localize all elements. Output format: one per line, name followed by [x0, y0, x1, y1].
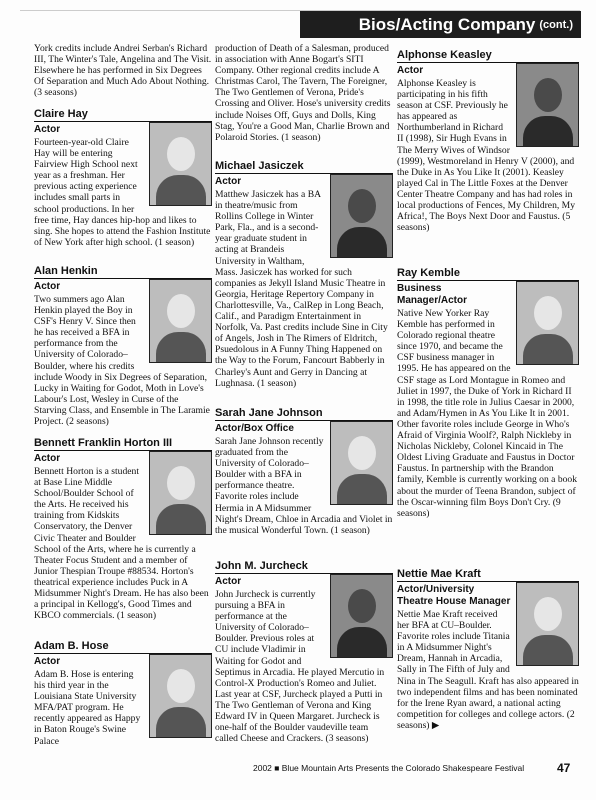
bio-name: Sarah Jane Johnson — [215, 407, 393, 421]
bio-text: Native New Yorker Ray Kemble has performed in Colorado regional theatre since 1970, and became the CSF business manager in 1995. He has appeared on the CSF stage as Lord Montague in Romeo and Juliet in 1997, the Duke of York in Richard II in 1998, the title role in Julius Caesar in 2000, and Adam/Hymen in As You Like It in 2001. Other favorite roles include George in Who's Afraid of Virginia Woolf?, Ralph Nickleby in Nicholas Nickleby, Colonel Kincaid in The Oldest Living Graduate and Faustus in Doctor Faustus. In partnership with the Brandon family, Kemble is currently working on a book about the murder of Teena Brandon, subject of the Oscar-winning film Boys Don't Cry. (9 seasons) — [397, 308, 578, 519]
continued-text: York credits include Andrei Serban's Richard III, The Winter's Tale, Angelina and The Visit. Elsewhere he has performed in Six Degrees Of Separation and Much Ado About Nothing. (3 seasons) — [34, 43, 212, 99]
bio-john-jurcheck — [215, 560, 393, 744]
bio-text: Matthew Jasiczek has a BA in theatre/music from Rollins College in Winter Park, Fla., and is a second-year graduate student in acting at Brandeis University in Waltham, Mass. Jasiczek has worked for such companies as Jekyll Island Music Theatre in Georgia, Heritage Repertory Company in Charlottesville, Va., CalRep in Long Beach, Calif., and Paradigm Entertainment in Norfolk, Va. Past credits include Sine in City of Angels, Josh in The Rimers of Eldritch, Psuedolous in A Funny Thing Happened on the Way to the Forum, Fancourt Babberly in Charley's Aunt and Gerry in Dancing at Lughnasa. (1 season) — [215, 189, 388, 389]
bio-role: Actor/Box Office — [215, 423, 294, 434]
headshot-photo — [516, 281, 579, 365]
continued-text: production of Death of a Salesman, produced in association with Anne Bogart's SITI Company. Other regional credits include A Christmas Carol, The Tavern, The Foreigner, The Two Gentlemen of Verona, Pride's Crossing and Oliver. Hose's university credits include Noises Off, Guys and Dolls, King Stag, You're a Good Man, Charlie Brown and Polaroid Stories. (1 season) — [215, 43, 391, 143]
bio-role: Actor — [34, 124, 61, 135]
bio-name: Bennett Franklin Horton III — [34, 437, 212, 451]
headshot-photo — [149, 122, 212, 206]
bio-adam-hose — [34, 640, 212, 747]
bio-role: Business Manager/Actor — [397, 283, 468, 306]
bio-text: Two summers ago Alan Henkin played the Boy in CSF's Henry V. Since then he has received a BFA in performance from the University of Colorado–Boulder, where his credits include Woody in Six Degrees of Separation, Lucky in Waiting for Godot, Moth in Love's Labour's Lost, Wesley in Curse of the Starving Class, and Ensemble in The Laramie Project. (2 seasons) — [34, 294, 210, 428]
bio-name: Adam B. Hose — [34, 640, 212, 654]
bio-role: Actor — [34, 453, 61, 464]
bio-name: Ray Kemble — [397, 267, 579, 281]
bio-bennett-horton — [34, 437, 212, 621]
bio-text: John Jurcheck is currently pursuing a BFA in performance at the University of Colorado–Boulder. Previous roles at CU include Vladimir in Waiting for Godot and Septimus in Arcadia. He played Mercutio in Control-X Production's Romeo and Juliet. Last year at CSF, Jurcheck played a Putti in The Two Gentleman of Verona and King Edward IV in Queen Margaret. Jurcheck is one-half of the Boulder vaudeville team called Cheese and Crackers. (3 seasons) — [215, 589, 385, 745]
banner-title: Bios/Acting Company — [358, 14, 536, 34]
bio-name: John M. Jurcheck — [215, 560, 393, 574]
bio-michael-jasiczek — [215, 160, 393, 389]
bio-text: Bennett Horton is a student at Base Line Middle School/Boulder School of the Arts. He received his training from Kidskits Conservatory, the Denver Civic Theater and Boulder School of the Arts, where he is currently a Theater Focus Student and a member of Junior Thespian Troupe #88534. Horton's theatrical experience includes Puck in A Midsummer Night's Dream. He has also been a principal in Kellogg's, Good Times and KBCO commercials. (1 season) — [34, 466, 209, 622]
headshot-photo — [149, 654, 212, 738]
bio-text: Sarah Jane Johnson recently graduated from the University of Colorado–Boulder with a BFA in performance theatre. Favorite roles include Hermia in A Midsummer Night's Dream, Chloe in Arcadia and Violet in the musical Wonderful Town. (1 season) — [215, 436, 393, 536]
headshot-photo — [149, 451, 212, 535]
bio-text: Nettie Mae Kraft received her BFA at CU–Boulder. Favorite roles include Titania in A Midsummer Night's Dream, Hannah in Arcadia, Sally in The Fifth of July and Nina in The Seagull. Kraft has also appeared in two independent films and has been nominated for the Irene Ryan award, a national acting competition for colleges and college actors. (2 seasons) ▶ — [397, 609, 579, 731]
bio-nettie-mae-kraft — [397, 568, 579, 731]
bio-text: Fourteen-year-old Claire Hay will be entering Fairview High School next year as a freshman. Her previous acting experience includes small parts in school productions. In her free time, Hay dances hip-hop and likes to sing. She hopes to attend the Fashion Institute of New York after high school. (1 season) — [34, 137, 211, 248]
bio-claire-hay — [34, 108, 212, 248]
bio-role: Actor — [34, 656, 61, 667]
bio-text: Alphonse Keasley is participating in his fifth season at CSF. Previously he has appeared as Northumberland in Richard II (1998), Sir Hugh Evans in The Merry Wives of Windsor (1999), Westmoreland in Henry V (2000), and the Duke in As You Like It (2001). Keasley played Cal in The Little Foxes at the Denver Center Theatre Company and has had roles in local productions of Fences, My Children, My Africa!, The Boys Next Door and Faustus. (5 seasons) — [397, 78, 575, 234]
bio-alan-henkin — [34, 265, 212, 427]
banner-cont: (cont.) — [539, 18, 573, 31]
bio-ray-kemble — [397, 267, 579, 519]
bio-sarah-jane-johnson — [215, 407, 393, 536]
continued-bio-hose — [215, 42, 393, 143]
bio-role: Actor — [215, 576, 242, 587]
bio-alphonse-keasley — [397, 49, 579, 233]
headshot-photo — [149, 279, 212, 363]
bio-name: Nettie Mae Kraft — [397, 568, 579, 582]
page-number: 47 — [557, 761, 571, 775]
bio-name: Alphonse Keasley — [397, 49, 579, 63]
bio-name: Alan Henkin — [34, 265, 212, 279]
headshot-photo — [330, 574, 393, 658]
bio-name: Michael Jasiczek — [215, 160, 393, 174]
page-footer: 2002 ■ Blue Mountain Arts Presents the Colorado Shakespeare Festival — [253, 763, 525, 773]
bio-role: Actor — [34, 281, 61, 292]
bio-role: Actor — [215, 176, 242, 187]
headshot-photo — [330, 421, 393, 505]
continued-bio — [34, 42, 212, 98]
headshot-photo — [330, 174, 393, 258]
bio-role: Actor/University Theatre House Manager — [397, 584, 511, 607]
headshot-photo — [516, 582, 579, 666]
bio-text: Adam B. Hose is entering his third year in the Louisiana State University MFA/PAT program. He recently appeared as Happy in Baton Rouge's Swine Palace — [34, 669, 141, 747]
bio-role: Actor — [397, 65, 424, 76]
section-banner — [300, 11, 581, 38]
headshot-photo — [516, 63, 579, 147]
bio-name: Claire Hay — [34, 108, 212, 122]
